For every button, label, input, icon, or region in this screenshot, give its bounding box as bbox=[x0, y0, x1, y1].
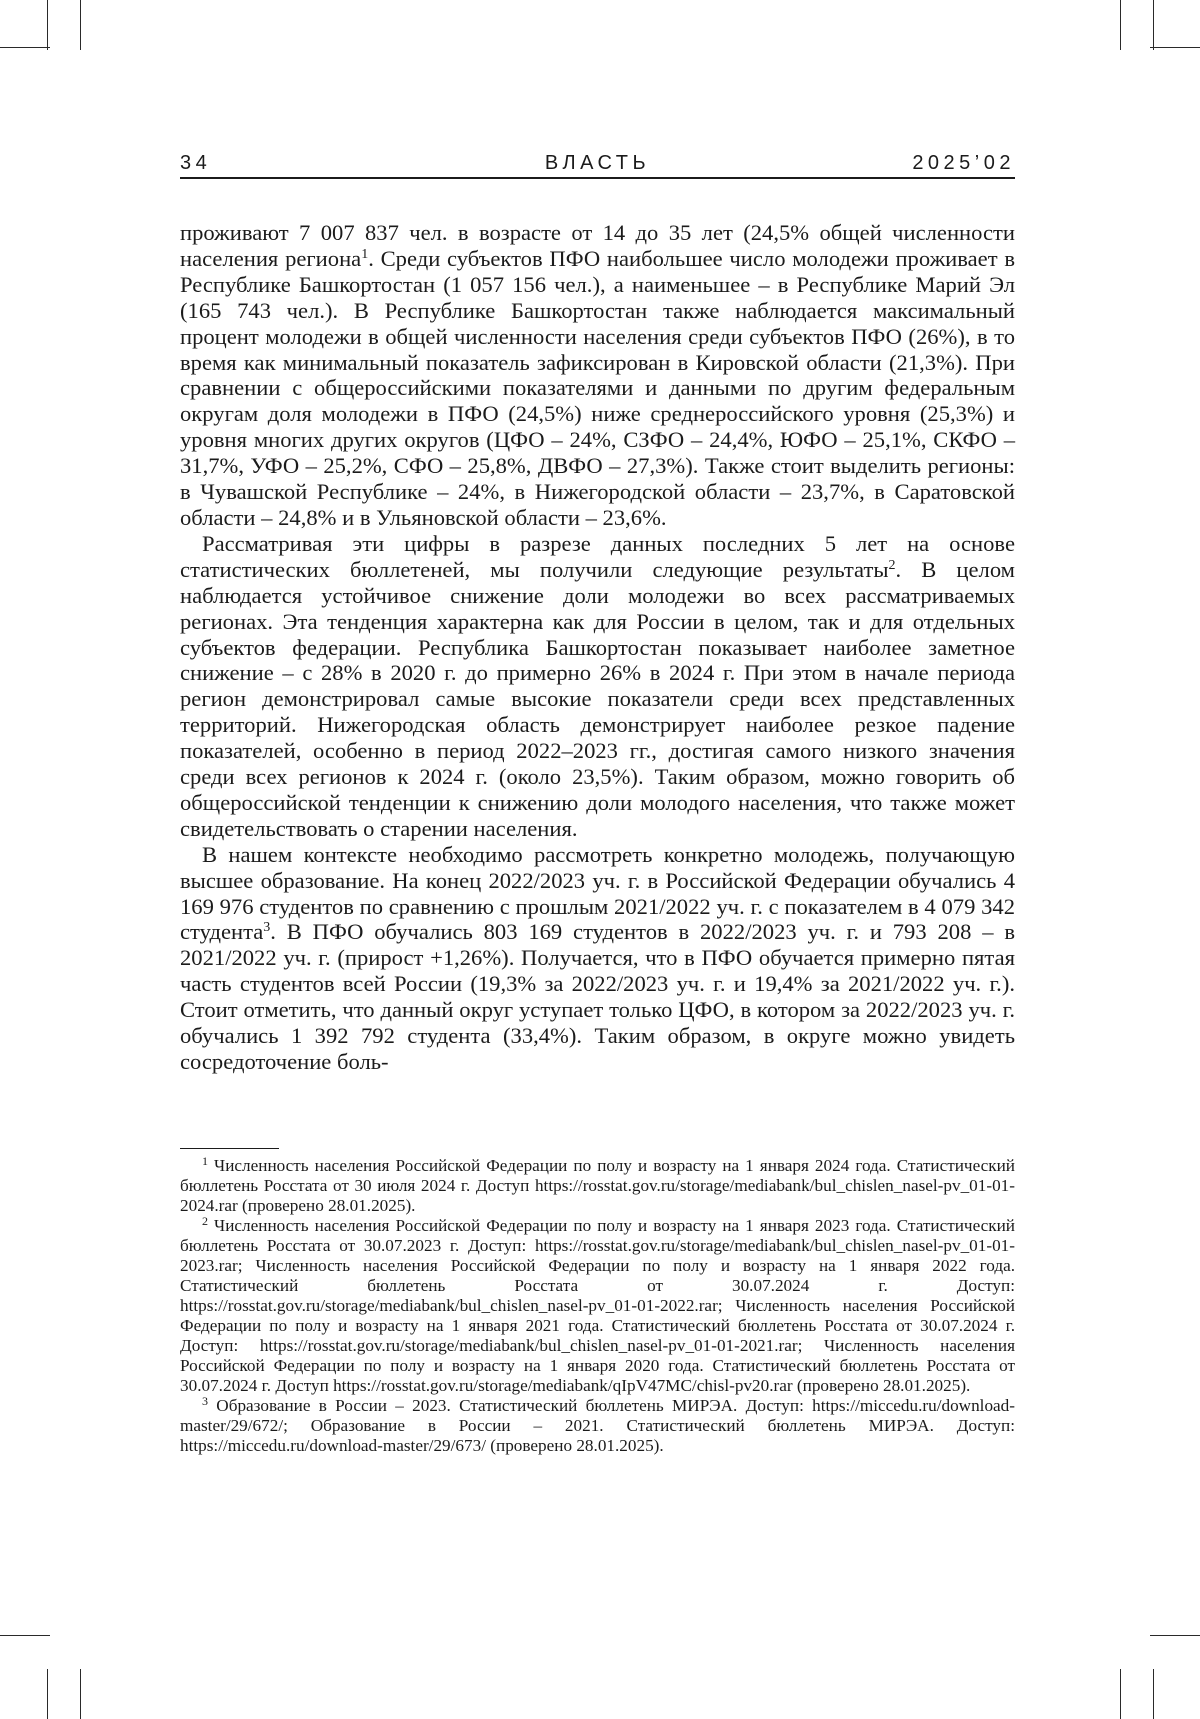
paragraph-3 bbox=[180, 842, 1015, 1075]
footnote-text: Численность населения Российской Федерации по полу и возрасту на 1 января 2023 года. Статистический бюллетень Росстата от 30.07.2023 г. Доступ: https://rosstat.gov.ru/storage/mediabank/bul_chislen_nasel-pv_01-01-2023.rar; Численность населения Российской Федерации по полу и возрасту на 1 января 2022 года. Статистический бюллетень Росстата от 30.07.2024 г. Доступ: https://rosstat.gov.ru/storage/mediabank/bul_chislen_nasel-pv_01-01-2022.rar; Численность населения Российской Федерации по полу и возрасту на 1 января 2021 года. Статистический бюллетень Росстата от 30.07.2024 г. Доступ: https://rosstat.gov.ru/storage/mediabank/bul_chislen_nasel-pv_01-01-2021.rar; Численность населения Российской Федерации по полу и возрасту на 1 января 2020 года. Статистический бюллетень Росстата от 30.07.2024 г. Доступ https://rosstat.gov.ru/storage/mediabank/qIpV47MC/chisl-pv20.rar (проверено 28.01.2025). bbox=[180, 1216, 1016, 1395]
running-head bbox=[180, 150, 1015, 180]
crop-mark bbox=[47, 0, 48, 50]
footnote-number: 3 bbox=[202, 1394, 209, 1408]
footnote-1 bbox=[180, 1156, 1015, 1216]
footnote-number: 1 bbox=[202, 1154, 209, 1168]
crop-mark bbox=[1120, 0, 1121, 50]
paragraph-1 bbox=[180, 220, 1015, 531]
crop-mark bbox=[1153, 1669, 1154, 1719]
crop-mark bbox=[0, 47, 50, 48]
paragraph-text: проживают 7 007 837 чел. в возрасте от 14 до 35 лет (24,5% общей численности населения региона bbox=[180, 220, 1015, 271]
crop-mark bbox=[1150, 1635, 1200, 1636]
crop-mark bbox=[1153, 0, 1154, 50]
crop-mark bbox=[47, 1669, 48, 1719]
paragraph-text: . Среди субъектов ПФО наибольшее число молодежи проживает в Республике Башкортостан (1 057 156 чел.), а наименьшее – в Республике Марий Эл (165 743 чел.). В Республике Башкортостан также наблюдается максимальный процент молодежи в общей численности населения среди субъектов ПФО (26%), в то время как минимальный показатель зафиксирован в Кировской области (21,3%). При сравнении с общероссийскими показателями и данными по другим федеральным округам доля молодежи в ПФО (24,5%) ниже среднероссийского уровня (25,3%) и уровня многих других округов (ЦФО – 24%, СЗФО – 24,4%, ЮФО – 25,1%, СКФО – 31,7%, УФО – 25,2%, СФО – 25,8%, ДВФО – 27,3%). Также стоит выделить регионы: в Чувашской Республике – 24%, в Нижегородской области – 23,7%, в Саратовской области – 24,8% и в Ульяновской области – 23,6%. bbox=[180, 245, 1016, 530]
footnote-2 bbox=[180, 1216, 1015, 1396]
header-rule bbox=[180, 177, 1015, 179]
issue-number: 2025’02 bbox=[912, 152, 1015, 174]
crop-mark bbox=[1150, 47, 1200, 48]
crop-mark bbox=[80, 0, 81, 50]
paragraph-text: . В целом наблюдается устойчивое снижение доли молодежи во всех рассматриваемых регионах. Эта тенденция характерна как для России в целом, так и для отдельных субъектов федерации. Республика Башкортостан показывает наиболее заметное снижение – с 28% в 2020 г. до примерно 26% в 2024 г. При этом в начале периода регион демонстрировал самые высокие показатели среди всех представленных территорий. Нижегородская область демонстрирует наиболее резкое падение показателей, особенно в период 2022–2023 гг., достигая самого низкого значения среди всех регионов к 2024 г. (около 23,5%). Таким образом, можно говорить об общероссийской тенденции к снижению доли молодого населения, что также может свидетельствовать о старении населения. bbox=[180, 556, 1015, 841]
journal-title: ВЛАСТЬ bbox=[544, 152, 651, 174]
article-body bbox=[180, 220, 1015, 1075]
footnote-ref-2[interactable]: 2 bbox=[888, 557, 896, 573]
footnote-ref-1[interactable]: 1 bbox=[361, 246, 369, 262]
crop-mark bbox=[0, 1635, 50, 1636]
crop-mark bbox=[80, 1669, 81, 1719]
footnotes bbox=[180, 1156, 1015, 1456]
paragraph-text: . В ПФО обучались 803 169 студентов в 2022/2023 уч. г. и 793 208 – в 2021/2022 уч. г. (прирост +1,26%). Получается, что в ПФО обучается примерно пятая часть студентов всей России (19,3% за 2022/2023 уч. г. и 19,4% за 2021/2022 уч. г.). Стоит отметить, что данный округ уступает только ЦФО, в котором за 2022/2023 уч. г. обучались 1 392 792 студента (33,4%). Таким образом, в округе можно увидеть сосредоточение боль- bbox=[180, 919, 1015, 1074]
footnote-number: 2 bbox=[202, 1214, 209, 1228]
footnote-text: Образование в России – 2023. Статистический бюллетень МИРЭА. Доступ: https://miccedu.ru/download-master/29/672/; Образование в России – 2021. Статистический бюллетень МИРЭА. Доступ: https://miccedu.ru/download-master/29/673/ (проверено 28.01.2025). bbox=[180, 1396, 1015, 1455]
paragraph-text: В нашем контексте необходимо рассмотреть конкретно молодежь, получающую высшее образование. На конец 2022/2023 уч. г. в Российской Федерации обучались 4 169 976 студентов по сравнению с прошлым 2021/2022 уч. г. с показателем в 4 079 342 студента bbox=[180, 841, 1015, 945]
footnote-ref-3[interactable]: 3 bbox=[263, 920, 271, 936]
page-number: 34 bbox=[180, 152, 212, 174]
paragraph-text: Рассматривая эти цифры в разрезе данных последних 5 лет на основе статистических бюллетеней, мы получили следующие результаты bbox=[180, 530, 1015, 582]
footnote-text: Численность населения Российской Федерации по полу и возрасту на 1 января 2024 года. Статистический бюллетень Росстата от 30 июля 2024 г. Доступ https://rosstat.gov.ru/storage/mediabank/bul_chislen_nasel-pv_01-01-2024.rar (проверено 28.01.2025). bbox=[180, 1156, 1016, 1215]
footnote-separator bbox=[180, 1148, 279, 1149]
crop-mark bbox=[1120, 1669, 1121, 1719]
footnote-3 bbox=[180, 1396, 1015, 1456]
paragraph-2 bbox=[180, 531, 1015, 842]
